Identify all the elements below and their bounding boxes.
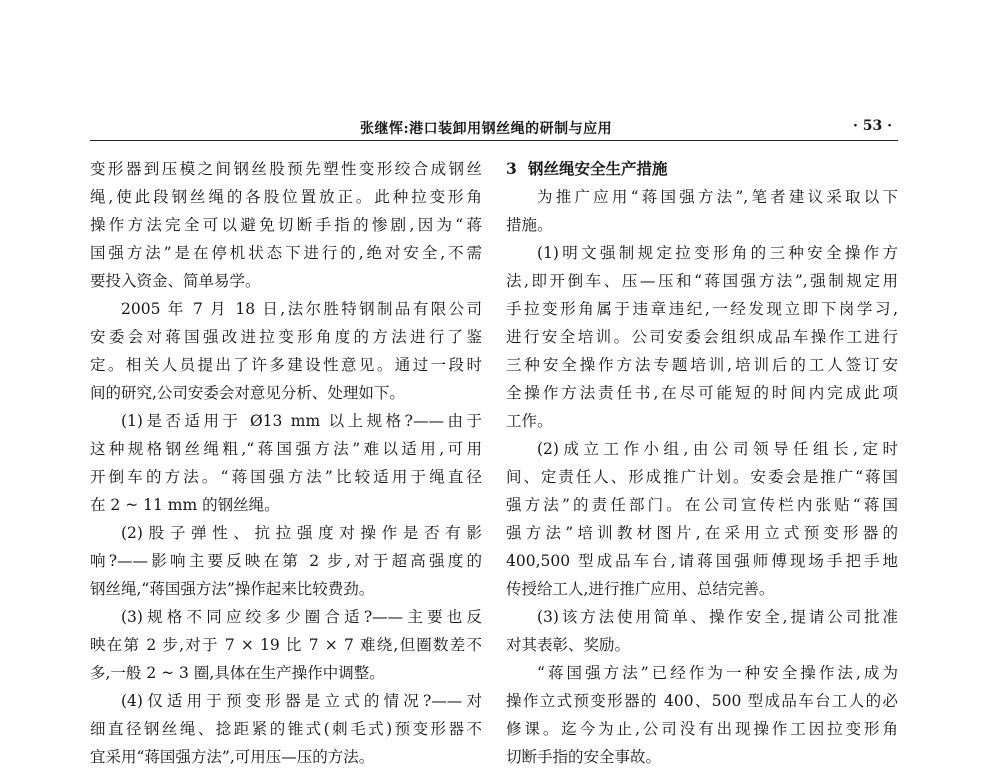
text-line: 工作。 [506, 412, 553, 430]
text-line: 进行安全培训。公司安委会组织成品车操作工进行 [506, 328, 898, 346]
text-line: 修课。迄今为止,公司没有出现操作工因拉变形角 [506, 720, 898, 738]
text-line: (1)是否适用于 Ø13 mm 以上规格?——由于 [121, 412, 482, 430]
text-line: 细直径钢丝绳、捻距紧的锥式(刺毛式)预变形器不 [90, 720, 482, 738]
text-line: 操作方法完全可以避免切断手指的惨剧,因为“蒋 [90, 216, 482, 234]
text-line: 开倒车的方法。“蒋国强方法”比较适用于绳直径 [90, 468, 482, 486]
text-line: 400,500 型成品车台,请蒋国强师傅现场手把手地 [506, 552, 898, 570]
text-line: 国强方法”是在停机状态下进行的,绝对安全,不需 [90, 244, 482, 262]
text-line: (2)股子弹性、抗拉强度对操作是否有影 [121, 524, 482, 542]
text-line: (3)规格不同应绞多少圈合适?——主要也反 [121, 608, 482, 626]
text-line: 宜采用“蒋国强方法”,可用压—压的方法。 [90, 748, 375, 766]
text-line: 要投入资金、简单易学。 [90, 272, 261, 290]
text-line: 手拉变形角属于违章违纪,一经发现立即下岗学习, [506, 300, 898, 318]
text-line: 三种安全操作方法专题培训,培训后的工人签订安 [506, 356, 898, 374]
section-heading [506, 155, 898, 183]
text-line: (2)成立工作小组,由公司领导任组长,定时 [537, 440, 898, 458]
text-line: 多,一般 2 ~ 3 圈,具体在生产操作中调整。 [90, 664, 385, 682]
left-column [90, 155, 482, 771]
text-line: 切断手指的安全事故。 [506, 748, 662, 766]
text-line: 钢丝绳,“蒋国强方法”操作起来比较费劲。 [90, 580, 375, 598]
text-line: “蒋国强方法”已经作为一种安全操作法,成为 [537, 664, 898, 682]
running-title: 张继恽:港口装卸用钢丝绳的研制与应用 [360, 121, 613, 137]
right-column [506, 155, 898, 771]
text-line: 强方法”的责任部门。在公司宣传栏内张贴“蒋国 [506, 496, 898, 514]
text-line: 响?——影响主要反映在第 2 步,对于超高强度的 [90, 552, 482, 570]
page-number: · 53 · [853, 118, 892, 134]
section-number: 3 [506, 159, 517, 178]
text-line: 全操作方法责任书,在尽可能短的时间内完成此项 [506, 384, 898, 402]
text-line: 这种规格钢丝绳粗,“蒋国强方法”难以适用,可用 [90, 440, 482, 458]
text-line: 2005 年 7 月 18 日,法尔胜特钢制品有限公司 [121, 300, 482, 318]
text-line: 传授给工人,进行推广应用、总结完善。 [506, 580, 775, 598]
text-line: 在 2 ~ 11 mm 的钢丝绳。 [90, 496, 280, 514]
text-line: 安委会对蒋国强改进拉变形角度的方法进行了鉴 [90, 328, 482, 346]
text-line: 间的研究,公司安委会对意见分析、处理如下。 [90, 384, 405, 402]
running-header [90, 112, 898, 141]
text-line: (1)明文强制规定拉变形角的三种安全操作方 [537, 244, 898, 262]
text-line: 强方法”培训教材图片,在采用立式预变形器的 [506, 524, 898, 542]
text-line: 法,即开倒车、压—压和“蒋国强方法”,强制规定用 [506, 272, 898, 290]
text-line: 变形器到压模之间钢丝股预先塑性变形绞合成钢丝 [90, 160, 482, 178]
text-line: 操作立式预变形器的 400、500 型成品车台工人的必 [506, 692, 898, 710]
text-line: (4)仅适用于预变形器是立式的情况?——对 [121, 692, 482, 710]
text-line: 定。相关人员提出了许多建设性意见。通过一段时 [90, 356, 482, 374]
text-line: 映在第 2 步,对于 7 × 19 比 7 × 7 难绕,但圈数差不 [90, 636, 482, 654]
text-line: 绳,使此段钢丝绳的各股位置放正。此种拉变形角 [90, 188, 482, 206]
text-line: 对其表彰、奖励。 [506, 636, 631, 654]
section-title: 钢丝绳安全生产措施 [528, 159, 668, 178]
text-line: 措施。 [506, 216, 553, 234]
text-line: 为推广应用“蒋国强方法”,笔者建议采取以下 [537, 188, 898, 206]
text-line: 间、定责任人、形成推广计划。安委会是推广“蒋国 [506, 468, 898, 486]
text-line: (3)该方法使用简单、操作安全,提请公司批准 [537, 608, 898, 626]
